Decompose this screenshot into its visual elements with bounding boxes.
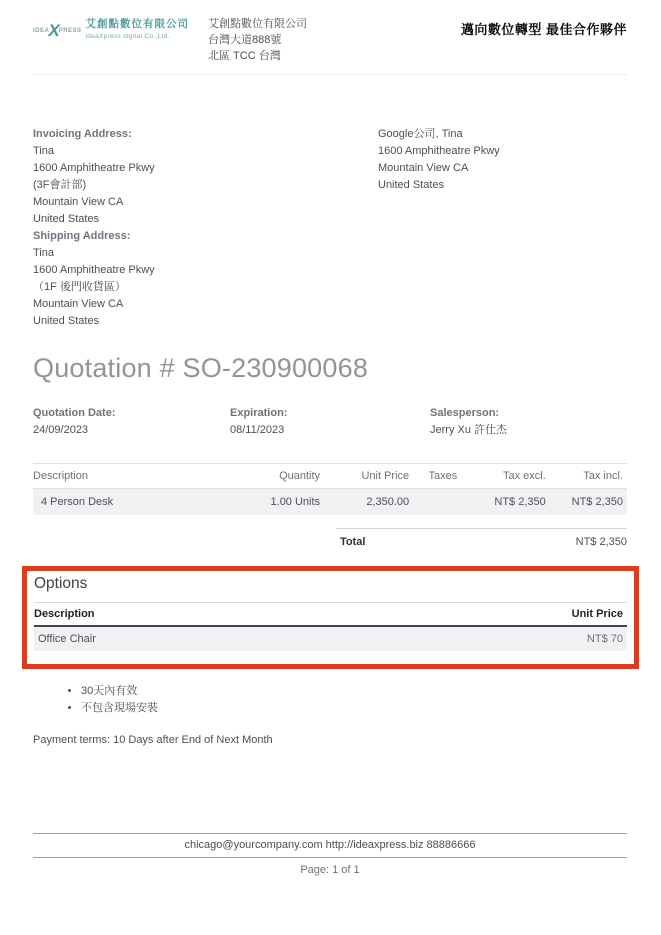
items-header-tax-excl: Tax excl.: [473, 464, 550, 489]
shipping-address-line: Tina: [33, 247, 54, 259]
quotation-date-block: [33, 405, 230, 439]
shipping-address-label: Shipping Address:: [33, 230, 131, 242]
shipping-address-line: Mountain View CA: [33, 298, 124, 310]
ideaxpress-logo-icon: [33, 22, 82, 39]
option-description: Office Chair: [34, 626, 356, 651]
item-unit-price: 2,350.00: [324, 489, 413, 516]
payment-terms: Payment terms: 10 Days after End of Next Month: [33, 734, 273, 746]
options-header-unit-price: Unit Price: [356, 603, 627, 627]
invoicing-shipping-address: [33, 126, 378, 330]
company-address-line: 艾創點數位有限公司: [208, 18, 307, 30]
shipping-address-line: （1F 後門收貨區）: [33, 281, 126, 293]
options-section-title: Options: [34, 575, 88, 592]
list-item: • 不包含現場安裝: [81, 700, 627, 717]
page-title: Quotation # SO-230900068: [33, 353, 369, 383]
salesperson-label: Salesperson:: [430, 407, 500, 419]
quotation-info-row: [33, 405, 627, 439]
footer-contact: chicago@yourcompany.com http://ideaxpress.biz 88886666: [184, 839, 476, 851]
expiration-block: [230, 405, 430, 439]
header-divider: [33, 74, 627, 75]
customer-address-line: Google公司, Tina: [378, 128, 463, 140]
options-table: [34, 602, 627, 651]
list-item: • 30天內有效: [81, 683, 627, 700]
document-footer: [33, 833, 627, 876]
total-value: NT$ 2,350: [575, 536, 627, 548]
invoicing-address-line: Mountain View CA: [33, 196, 124, 208]
table-row: [34, 626, 627, 651]
logo-wordmark-right: PRESS: [58, 27, 82, 34]
company-address-line: 台灣大道888號: [208, 34, 282, 46]
addresses-section: [33, 126, 627, 330]
company-address-line: 北區 TCC 台灣: [208, 50, 281, 62]
expiration-label: Expiration:: [230, 407, 288, 419]
items-header-taxes: Taxes: [413, 464, 472, 489]
items-header-description: Description: [33, 464, 235, 489]
logo-text-block: [86, 16, 190, 40]
total-label: Total: [339, 536, 366, 548]
items-header-unit-price: Unit Price: [324, 464, 413, 489]
invoicing-address-label: Invoicing Address:: [33, 128, 132, 140]
quotation-date-value: 24/09/2023: [33, 424, 89, 436]
items-header-quantity: Quantity: [235, 464, 324, 489]
customer-address-line: United States: [378, 179, 445, 191]
items-header-row: [33, 464, 627, 489]
salesperson-block: [430, 405, 627, 439]
option-unit-price: NT$ 70: [356, 626, 627, 651]
invoicing-address-line: (3F會計部): [33, 179, 87, 191]
options-header-description: Description: [34, 603, 356, 627]
item-taxes: [413, 489, 472, 516]
logo-company-name-zh: 艾創點數位有限公司: [85, 18, 190, 30]
table-row: [33, 489, 627, 516]
company-tagline: 邁向數位轉型 最佳合作夥伴: [460, 22, 627, 37]
customer-address: [378, 126, 627, 330]
invoicing-address-line: 1600 Amphitheatre Pkwy: [33, 162, 155, 174]
expiration-value: 08/11/2023: [230, 424, 285, 436]
quotation-date-label: Quotation Date:: [33, 407, 116, 419]
line-items-table: [33, 463, 627, 515]
logo-company-name-en: ideaXpress digital Co.,Ltd.: [85, 33, 170, 40]
invoicing-address-line: United States: [33, 213, 100, 225]
page-number: Page: 1 of 1: [300, 864, 360, 876]
logo-x-glyph: X: [48, 21, 60, 40]
items-header-tax-incl: Tax incl.: [550, 464, 627, 489]
customer-address-line: 1600 Amphitheatre Pkwy: [378, 145, 500, 157]
options-highlight-box: [22, 566, 639, 669]
item-tax-incl: NT$ 2,350: [550, 489, 627, 516]
salesperson-value: Jerry Xu 許仕杰: [430, 424, 508, 436]
options-header-row: [34, 603, 627, 627]
company-logo: [33, 16, 190, 40]
total-row: [336, 528, 627, 554]
item-description: 4 Person Desk: [33, 489, 235, 516]
logo-wordmark-left: IDEA: [33, 27, 50, 34]
customer-address-line: Mountain View CA: [378, 162, 469, 174]
document-header: [33, 0, 627, 64]
company-address-block: [208, 16, 307, 64]
shipping-address-line: 1600 Amphitheatre Pkwy: [33, 264, 155, 276]
item-tax-excl: NT$ 2,350: [473, 489, 550, 516]
notes-bullet-list: [81, 683, 627, 717]
shipping-address-line: United States: [33, 315, 100, 327]
item-quantity: 1.00 Units: [235, 489, 324, 516]
invoicing-address-line: Tina: [33, 145, 54, 157]
notes-section: [33, 683, 627, 717]
